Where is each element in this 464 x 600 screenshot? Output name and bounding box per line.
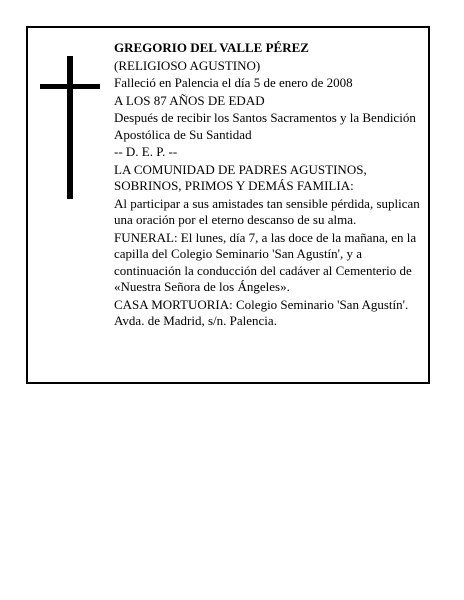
age-line: A LOS 87 AÑOS DE EDAD	[114, 92, 265, 108]
deceased-name: GREGORIO DEL VALLE PÉREZ	[114, 40, 309, 55]
funeral-line: FUNERAL: El lunes, día 7, a las doce de la mañana, en la capilla del Colegio Seminario 'San Agustín', y a continuación la conducción del cadáver al Cementerio de «Nuestra Señora de los Ángeles».	[114, 229, 417, 294]
house-line: CASA MORTUORIA: Colegio Seminario 'San Agustín'. Avda. de Madrid, s/n. Palencia.	[114, 296, 409, 328]
cross-icon-bar	[40, 84, 100, 89]
request-line: Al participar a sus amistades tan sensible pérdida, suplican una oración por el eterno descanso de su alma.	[114, 195, 420, 227]
sacraments-line: Después de recibir los Santos Sacramentos y la Bendición Apostólica de Su Santidad	[114, 110, 416, 142]
dep-line: -- D. E. P. --	[114, 144, 178, 159]
obituary-notice	[26, 26, 430, 384]
mourners-line: LA COMUNIDAD DE PADRES AGUSTINOS, SOBRINOS, PRIMOS Y DEMÁS FAMILIA:	[114, 161, 367, 193]
notice-text	[114, 40, 424, 331]
cross-icon	[67, 56, 73, 199]
death-line: Falleció en Palencia el día 5 de enero de 2008	[114, 75, 353, 90]
deceased-subtitle: (RELIGIOSO AGUSTINO)	[114, 57, 261, 73]
